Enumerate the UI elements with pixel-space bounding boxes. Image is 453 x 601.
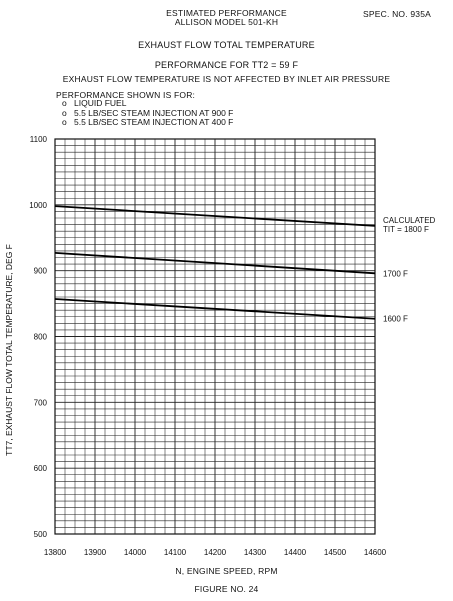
list-item-label: LIQUID FUEL: [74, 98, 127, 108]
x-tick-label: 14300: [243, 548, 267, 557]
series-label: 1600 F: [383, 314, 408, 324]
x-tick-label: 14000: [123, 548, 147, 557]
y-tick-label: 800: [33, 332, 47, 342]
x-tick-label: 14200: [203, 548, 227, 557]
x-tick-label: 14400: [283, 548, 307, 557]
header-line-1: ESTIMATED PERFORMANCE: [166, 8, 287, 18]
x-tick-label: 14500: [323, 548, 347, 557]
chart-grid: [55, 139, 375, 534]
y-axis-label: TT7, EXHAUST FLOW TOTAL TEMPERATURE, DEG F: [4, 244, 14, 456]
x-tick-label: 14600: [363, 548, 387, 557]
series-label: CALCULATED: [383, 215, 436, 225]
shown-label: PERFORMANCE SHOWN IS FOR:: [56, 90, 196, 100]
x-axis-label: N, ENGINE SPEED, RPM: [175, 566, 278, 576]
chart-title: EXHAUST FLOW TOTAL TEMPERATURE: [138, 40, 315, 50]
figure-number: FIGURE NO. 24: [194, 584, 259, 594]
x-tick-label: 14100: [163, 548, 187, 557]
chart-labels: [383, 216, 436, 324]
bullet-icon: o: [62, 107, 67, 118]
series-label: 1700 F: [383, 269, 408, 279]
y-tick-label: 1000: [29, 200, 47, 210]
list-item-label: 5.5 LB/SEC STEAM INJECTION AT 900 F: [74, 107, 234, 118]
y-tick-label: 600: [33, 464, 47, 474]
y-tick-label: 900: [33, 266, 47, 276]
header-line-2: ALLISON MODEL 501-KH: [174, 17, 279, 27]
x-tick-label: 13900: [83, 548, 107, 557]
bullet-icon: o: [62, 117, 67, 127]
performance-condition: PERFORMANCE FOR TT2 = 59 F: [154, 60, 299, 70]
series-label: TIT = 1800 F: [383, 224, 429, 234]
spec-number: SPEC. NO. 935A: [363, 9, 431, 19]
y-tick-label: 700: [33, 398, 47, 408]
y-tick-label: 500: [33, 530, 47, 539]
x-tick-label: 13800: [43, 548, 67, 557]
list-item-label: 5.5 LB/SEC STEAM INJECTION AT 400 F: [74, 117, 234, 127]
pressure-note: EXHAUST FLOW TEMPERATURE IS NOT AFFECTED BY INLET AIR PRESSURE: [62, 74, 391, 84]
y-tick-label: 1100: [29, 135, 47, 144]
bullet-icon: o: [62, 98, 67, 108]
